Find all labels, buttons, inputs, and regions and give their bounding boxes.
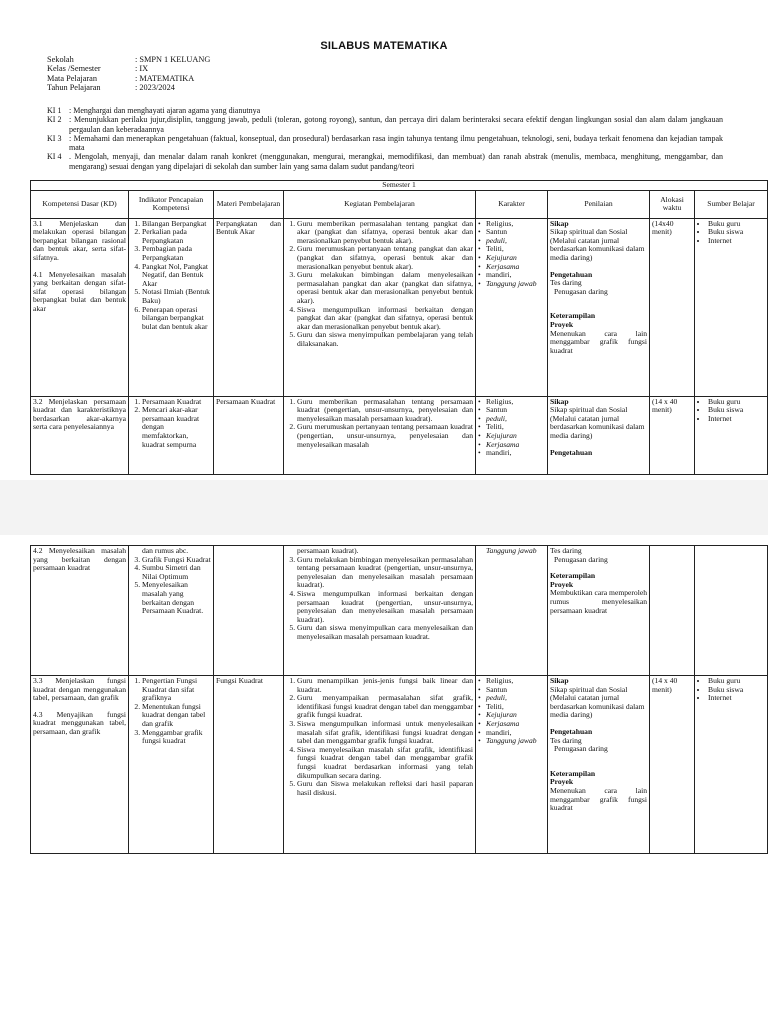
list-item: • Buku siswa — [708, 686, 765, 695]
list-item: • Internet — [708, 237, 765, 246]
info-value: : IX — [135, 64, 149, 74]
materi-cell — [214, 546, 284, 676]
list-item: • Tanggung jawab — [486, 737, 545, 746]
karakter-cell — [476, 546, 548, 676]
info-value: : SMPN 1 KELUANG — [135, 55, 211, 64]
list-item: 2. Guru menyampaikan permasalahan sifat grafik, identifikasi fungsi kuadrat dengan tabel dan menggambar grafik fungsi kuadrat. — [297, 694, 473, 720]
table-row — [31, 396, 768, 474]
materi-cell: Persamaan Kuadrat — [214, 396, 284, 474]
ki-text: : Menghargai dan menghayati ajaran agama yang dianutnya — [69, 106, 261, 115]
assessment-heading: Keterampilan — [550, 571, 596, 581]
list-item: 2. Guru merumuskan pertanyaan tentang persamaan kuadrat (pengertian, unsur-unsurnya, penyelesaian dan menyelesaikan masalah — [297, 423, 473, 449]
list-item: • Kerjasama — [486, 441, 545, 450]
list-item: • Internet — [708, 694, 765, 703]
assessment-subheading: Proyek — [550, 777, 574, 787]
list-item: • Buku siswa — [708, 406, 765, 415]
ki-text: : Menunjukkan perilaku jujur,disiplin, tanggung jawab, peduli (toleran, gotong royong), santun, dan percaya diri dalam berinteraksi secara efektif dengan lingkungan sosial dan alam dalam jangkauan pergaulan dan keberadaannya — [69, 115, 723, 134]
header-row — [31, 190, 768, 218]
list-item: 1. Persamaan Kuadrat — [142, 398, 211, 407]
assessment-heading: Keterampilan — [550, 768, 596, 778]
kd-text: 4.1 Menyelesaikan masalah yang berkaitan dengan sifat-sifat operasi bilangan berpangkat bulat dan bentuk akar — [33, 269, 126, 313]
list-item: 1. Pengertian Fungsi Kuadrat dan sifat grafiknya — [142, 677, 211, 703]
list-item: • Religius, — [486, 677, 545, 686]
sumber-cell — [695, 546, 768, 676]
sumber-cell — [695, 396, 768, 474]
list-item: • Teliti, — [486, 423, 545, 432]
materi-cell: Perpangkatan dan Bentuk Akar — [214, 218, 284, 396]
col-header: Sumber Belajar — [695, 190, 768, 218]
assessment-text: Tes daring — [550, 735, 582, 745]
penilaian-cell — [548, 546, 650, 676]
list-item: • Kejujuran — [486, 432, 545, 441]
list-item: • Buku siswa — [708, 228, 765, 237]
assessment-text: Menenukan cara lain menggambar grafik fungsi kuadrat — [550, 785, 647, 813]
assessment-heading: Pengetahuan — [550, 269, 593, 279]
list-item: 2. Perkalian pada Perpangkatan — [142, 228, 211, 245]
kd-cell: 4.2 Menyelesaikan masalah yang berkaitan dengan persamaan kuadrat — [31, 546, 129, 676]
list-item: 3. Siswa mengumpulkan informasi untuk menyelesaikan masalah sifat grafik, identifikasi fungsi kuadrat dengan tabel dan menggambar grafik fungsi kuadrat. — [297, 720, 473, 746]
list-item: 1. Bilangan Berpangkat — [142, 220, 211, 229]
kegiatan-cell — [284, 218, 476, 396]
kd-text: 3.3 Menjelaskan fungsi kuadrat dengan menggunakan tabel, persamaan, dan grafik — [33, 676, 126, 703]
ki-text: : Memahami dan menerapkan pengetahuan (faktual, konseptual, dan prosedural) berdasarkan rasa ingin tahunya tentang ilmu pengetahuan, teknologi, seni, budaya terkait fenomena dan kejadian tampak mata — [69, 133, 723, 153]
list-item: • Santun — [486, 228, 545, 237]
kd-text: 4.3 Menyajikan fungsi kuadrat menggunakan tabel, persamaan, dan grafik — [33, 709, 126, 736]
list-item: • mandiri, — [486, 449, 545, 458]
syllabus-table-page-2 — [30, 545, 768, 854]
list-item: 1. Guru memberikan permasalahan tentang persamaan kuadrat (pengertian, unsur-unsurnya, penyelesaian dan menyelesaikan masalah persamaan kuadrat). — [297, 398, 473, 424]
school-info — [47, 55, 210, 93]
list-item: • Buku guru — [708, 220, 765, 229]
kd-cell — [31, 676, 129, 854]
karakter-cell — [476, 396, 548, 474]
list-item: • Kerjasama — [486, 720, 545, 729]
info-label: Kelas /Semester — [47, 64, 101, 74]
kd-text: 3.1 Menjelaskan dan melakukan operasi bilangan berpangkat bilangan rasional dan bentuk akar, serta sifat-sifatnya. — [33, 218, 126, 262]
table-row — [31, 546, 768, 676]
kegiatan-cell — [284, 676, 476, 854]
kd-cell — [31, 218, 129, 396]
karakter-continuation: Tanggung jawab — [486, 546, 537, 555]
indicator-cell — [129, 396, 214, 474]
ki-text: . Mengolah, menyaji, dan menalar dalam ranah konkret (menggunakan, mengurai, merangkai, memodifikasi, dan membuat) dan ranah abstrak (menulis, membaca, menghitung, menggambar, dan mengarang) sesuai dengan yang dipelajari di sekolah dan sumber lain yang sama dalam sudut pandang/teori — [69, 152, 723, 171]
syllabus-table-page-1 — [30, 180, 768, 475]
list-item: 1. Guru memberikan permasalahan tentang pangkat dan akar (pangkat dan sifatnya, operasi bentuk akar dan merasionalkan penyebut bentuk akar). — [297, 220, 473, 246]
list-item: • Religius, — [486, 398, 545, 407]
indicator-cell — [129, 676, 214, 854]
assessment-text: Tes daring — [550, 546, 582, 555]
indicator-cell — [129, 546, 214, 676]
list-item: 3. Menggambar grafik fungsi kuadrat — [142, 729, 211, 746]
penilaian-cell — [548, 676, 650, 854]
alokasi-cell: (14 x 40 menit) — [650, 676, 695, 854]
list-item: 4. Siswa mengumpulkan informasi berkaitan dengan pangkat dan akar (pangkat dan sifatnya, operasi bentuk akar dan merasionalkan penyebut bentuk akar). — [297, 306, 473, 332]
sumber-cell — [695, 218, 768, 396]
info-value: : 2023/2024 — [135, 83, 175, 93]
ki-tag: KI 3 — [47, 133, 62, 143]
document-title: SILABUS MATEMATIKA — [320, 40, 448, 52]
list-item: 5. Notasi Ilmiah (Bentuk Baku) — [142, 288, 211, 305]
kegiatan-cell — [284, 396, 476, 474]
assessment-heading: Pengetahuan — [550, 726, 593, 736]
list-item: 4. Pangkat Nol, Pangkat Negatif, dan Bentuk Akar — [142, 263, 211, 289]
list-item: • Kejujuran — [486, 711, 545, 720]
col-header: Kegiatan Pembelajaran — [284, 190, 476, 218]
assessment-heading: Sikap — [550, 218, 569, 228]
list-item: • Teliti, — [486, 245, 545, 254]
list-item: 2. Menentukan fungsi kuadrat dengan tabel dan grafik — [142, 703, 211, 729]
col-header: Materi Pembelajaran — [214, 190, 284, 218]
col-header: Indikator Pencapaian Kompetensi — [129, 190, 214, 218]
assessment-heading: Pengetahuan — [550, 447, 593, 457]
list-item: 2. Mencari akar-akar persamaan kuadrat dengan memfaktorkan, kuadrat sempurna — [142, 406, 211, 449]
materi-cell: Fungsi Kuadrat — [214, 676, 284, 854]
ki-item — [47, 115, 723, 134]
table-row — [31, 676, 768, 854]
info-row-school — [47, 55, 210, 64]
sumber-cell — [695, 676, 768, 854]
list-item: • Kerjasama — [486, 263, 545, 272]
semester-header: Semester 1 — [31, 181, 768, 191]
info-row-class — [47, 64, 210, 73]
list-item: • Tanggung jawab — [486, 280, 545, 289]
list-item: 4. Siswa mengumpulkan informasi berkaitan dengan persamaan kuadrat (pengertian, unsur-unsurnya, penyelesaian dan menyelesaikan masalah persamaan kuadrat). — [297, 590, 473, 624]
list-item: • Kejujuran — [486, 254, 545, 263]
info-value: : MATEMATIKA — [135, 73, 195, 83]
indicator-continuation: dan rumus abc. — [142, 546, 189, 555]
list-item: • mandiri, — [486, 271, 545, 280]
assessment-text: Penugasan daring — [554, 286, 608, 296]
list-item: 5. Guru dan Siswa melakukan refleksi dari hasil paparan hasil diskusi. — [297, 780, 473, 797]
assessment-text: Sikap spiritual dan Sosial (Melalui catatan jurnal berdasarkan komunikasi dalam media daring) — [550, 405, 645, 440]
list-item: 4. Sumbu Simetri dan Nilai Optimum — [142, 564, 211, 581]
assessment-subheading: Proyek — [550, 579, 574, 589]
list-item: 1. Guru menampilkan jenis-jenis fungsi baik linear dan kuadrat. — [297, 677, 473, 694]
list-item: 3. Pembagian pada Perpangkatan — [142, 245, 211, 262]
assessment-heading: Sikap — [550, 396, 569, 406]
karakter-cell — [476, 218, 548, 396]
list-item: • peduli, — [486, 237, 545, 246]
list-item: 3. Grafik Fungsi Kuadrat — [142, 556, 211, 565]
penilaian-cell — [548, 396, 650, 474]
kegiatan-cell — [284, 546, 476, 676]
alokasi-cell: (14 x 40 menit) — [650, 396, 695, 474]
col-header: Penilaian — [548, 190, 650, 218]
assessment-heading: Keterampilan — [550, 311, 596, 321]
col-header: Alokasi waktu — [650, 190, 695, 218]
assessment-text: Tes daring — [550, 278, 582, 288]
alokasi-cell: (14x40 menit) — [650, 218, 695, 396]
list-item: • Buku guru — [708, 677, 765, 686]
list-item: 3. Guru melakukan bimbingan dalam menyelesaikan permasalahan pangkat dan akar (pangkat dan sifatnya, operasi bentuk akar dan merasionalkan penyebut bentuk akar). — [297, 271, 473, 305]
assessment-text: Penugasan daring — [554, 554, 608, 564]
ki-item — [47, 134, 723, 153]
list-item: 6. Penerapan operasi bilangan berpangkat bulat dan bentuk akar — [142, 306, 211, 332]
assessment-text: Penugasan daring — [554, 744, 608, 754]
list-item: • Internet — [708, 415, 765, 424]
assessment-text: Membuktikan cara memperoleh rumus menyelesaikan persamaan kuadrat — [550, 588, 647, 615]
assessment-heading: Sikap — [550, 676, 569, 685]
info-row-year — [47, 83, 210, 92]
list-item: • mandiri, — [486, 729, 545, 738]
ki-tag: KI 4 — [47, 152, 62, 162]
info-label: Sekolah — [47, 55, 74, 64]
list-item: 5. Menyelesaikan masalah yang berkaitan dengan Persamaan Kuadrat. — [142, 581, 211, 615]
list-item: 4. Siswa menyelesaikan masalah sifat grafik, identifikasi fungsi kuadrat dengan tabel dan menggambar grafik fungsi kuadrat berdasarkan informasi yang telah dikumpulkan secara daring. — [297, 746, 473, 780]
list-item: • Santun — [486, 406, 545, 415]
list-item: 2. Guru merumuskan pertanyaan tentang pangkat dan akar (pangkat dan sifatnya, operasi bentuk akar dan merasionalkan penyebut bentuk akar). — [297, 245, 473, 271]
info-row-subject — [47, 74, 210, 83]
page-1 — [0, 0, 768, 480]
list-item: • Buku guru — [708, 398, 765, 407]
ki-item — [47, 106, 723, 115]
kd-cell: 3.2 Menjelaskan persamaan kuadrat dan karakteristiknya berdasarkan akar-akarnya serta cara penyelesaiannya — [31, 396, 129, 474]
alokasi-cell — [650, 546, 695, 676]
semester-row — [31, 181, 768, 191]
info-label: Tahun Pelajaran — [47, 83, 101, 93]
list-item: • peduli, — [486, 694, 545, 703]
kegiatan-continuation: persamaan kuadrat). — [297, 546, 359, 555]
table-row — [31, 218, 768, 396]
indicator-cell — [129, 218, 214, 396]
ki-tag: KI 2 — [47, 115, 62, 125]
ki-item — [47, 152, 723, 171]
assessment-text: Menenukan cara lain menggambar grafik fungsi kuadrat — [550, 328, 647, 355]
list-item: • Santun — [486, 686, 545, 695]
list-item: • peduli, — [486, 415, 545, 424]
list-item: 3. Guru melakukan bimbingan menyelesaikan permasalahan tentang persamaan kuadrat (pengertian, unsur-unsurnya, penyelesaian dan menyelesaikan masalah persamaan kuadrat). — [297, 556, 473, 590]
penilaian-cell — [548, 218, 650, 396]
info-label: Mata Pelajaran — [47, 73, 97, 83]
assessment-text: Sikap spiritual dan Sosial (Melalui catatan jurnal berdasarkan komunikasi dalam media daring) — [550, 684, 645, 720]
list-item: • Teliti, — [486, 703, 545, 712]
assessment-text: Sikap spiritual dan Sosial (Melalui catatan jurnal berdasarkan komunikasi dalam media daring) — [550, 227, 645, 262]
karakter-cell — [476, 676, 548, 854]
list-item: 5. Guru dan siswa menyimpulkan pembelajaran yang telah dilaksanakan. — [297, 331, 473, 348]
col-header: Kompetensi Dasar (KD) — [31, 190, 129, 218]
core-competencies — [47, 106, 723, 171]
list-item: • Religius, — [486, 220, 545, 229]
list-item: 5. Guru dan siswa menyimpulkan cara menyelesaikan dan menyelesaikan masalah persamaan kuadrat. — [297, 624, 473, 641]
ki-tag: KI 1 — [47, 106, 62, 115]
col-header: Karakter — [476, 190, 548, 218]
assessment-subheading: Proyek — [550, 319, 574, 329]
